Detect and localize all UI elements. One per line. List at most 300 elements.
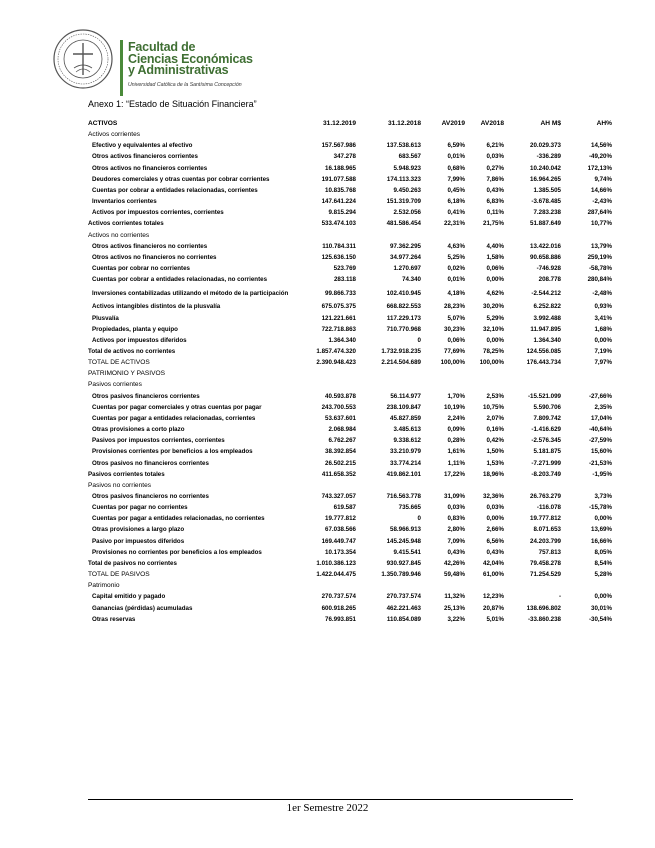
- row-label: Activos corrientes: [88, 131, 141, 139]
- av-2018: 4,40%: [486, 242, 504, 250]
- ah-percent: -58,78%: [588, 265, 612, 273]
- ah-percent: 287,64%: [587, 209, 612, 217]
- ah-amount: 208.778: [538, 276, 561, 284]
- table-row: [88, 301, 612, 312]
- ah-percent: 0,00%: [594, 515, 612, 523]
- row-label: Provisiones no corrientes por beneficios a los empleados: [92, 548, 262, 556]
- av-2018: 10,75%: [483, 403, 504, 411]
- value-2019: 533.474.103: [321, 220, 356, 228]
- ah-percent: 8,05%: [594, 548, 612, 556]
- ah-percent: -2,43%: [592, 198, 612, 206]
- row-label: Otros pasivos financieros no corrientes: [92, 493, 209, 500]
- value-2018: 151.319.709: [386, 198, 421, 206]
- table-row: [88, 547, 612, 558]
- av-2019: 0,68%: [447, 164, 465, 172]
- table-row: [88, 391, 612, 402]
- ah-amount: -3.678.485: [531, 198, 561, 206]
- value-2018: [356, 379, 421, 390]
- row-label: Pasivo por impuestos diferidos: [92, 537, 185, 545]
- value-2019: 169.449.747: [321, 537, 356, 545]
- value-2019: 743.327.057: [321, 493, 356, 500]
- av-2019: 6,59%: [447, 142, 465, 150]
- row-label: TOTAL DE PASIVOS: [88, 571, 150, 579]
- ah-percent: 0,93%: [594, 303, 612, 311]
- ah-percent: 10,77%: [591, 220, 612, 228]
- ah-percent: -27,66%: [588, 392, 612, 400]
- col-header-2018: 31.12.2018: [387, 120, 421, 127]
- value-2018: 137.538.613: [386, 142, 421, 150]
- ah-amount: 19.777.812: [530, 515, 561, 523]
- ah-percent: 5,28%: [594, 571, 612, 579]
- ah-amount: 51.887.649: [530, 220, 561, 228]
- av-2018: 6,21%: [486, 142, 504, 150]
- av-2019: 5,25%: [447, 253, 465, 261]
- value-2018: 1.732.918.235: [381, 347, 421, 355]
- ah-percent: 8,54%: [594, 559, 612, 567]
- av-2018: 5,29%: [486, 314, 504, 322]
- av-2019: [421, 480, 465, 491]
- row-label: Otras provisiones a largo plazo: [92, 526, 185, 534]
- row-label: Otros activos financieros corrientes: [92, 153, 198, 161]
- av-2019: 1,70%: [447, 392, 465, 400]
- value-2019: 76.993.851: [325, 615, 356, 623]
- row-label: Cuentas por cobrar a entidades relacionadas, no corrientes: [92, 276, 268, 284]
- ah-amount: 5.590.706: [533, 403, 561, 411]
- av-2019: 0,45%: [447, 186, 465, 194]
- av-2019: 6,18%: [447, 198, 465, 206]
- av-2019: 30,23%: [444, 325, 465, 333]
- col-header-ah-percent: AH%: [596, 120, 612, 127]
- ah-amount: -7.271.999: [531, 459, 561, 467]
- av-2018: 42,04%: [483, 559, 504, 567]
- av-2018: 32,36%: [483, 493, 504, 500]
- value-2019: 157.567.986: [321, 142, 356, 150]
- ah-amount: -15.521.099: [527, 392, 561, 400]
- av-2018: [465, 368, 504, 379]
- row-label: Pasivos corrientes totales: [88, 470, 165, 478]
- ah-amount: [504, 129, 561, 140]
- table-row: [88, 252, 612, 263]
- ah-amount: 71.254.529: [530, 571, 561, 579]
- av-2018: 1,58%: [486, 253, 504, 261]
- av-2018: 0,42%: [486, 437, 504, 445]
- ah-percent: 16,66%: [591, 537, 612, 545]
- value-2018: 9.338.612: [393, 437, 421, 445]
- av-2018: 7,86%: [486, 175, 504, 183]
- value-2018: [356, 580, 421, 591]
- value-2018: 238.109.847: [386, 403, 421, 411]
- row-label: Total de activos no corrientes: [88, 347, 176, 355]
- value-2019: 270.737.574: [321, 593, 356, 601]
- ah-percent: [561, 368, 612, 379]
- table-row: [88, 151, 612, 162]
- faculty-header: [52, 22, 312, 94]
- av-2018: 32,10%: [483, 325, 504, 333]
- av-2019: 59,48%: [444, 571, 465, 579]
- av-2019: 31,09%: [444, 493, 465, 500]
- av-2019: 100,00%: [440, 359, 465, 367]
- value-2018: 462.221.463: [386, 604, 421, 612]
- av-2018: 100,00%: [479, 359, 504, 367]
- row-label: Capital emitido y pagado: [92, 593, 166, 601]
- value-2019: 147.641.224: [321, 198, 356, 206]
- faculty-name: [128, 42, 253, 77]
- value-2019: 722.718.863: [321, 325, 356, 333]
- col-header-ah-amount: AH M$: [540, 120, 561, 127]
- av-2019: 2,80%: [447, 526, 465, 534]
- av-2018: 0,03%: [486, 153, 504, 161]
- table-row: [88, 185, 612, 196]
- value-2018: 481.586.454: [386, 220, 421, 228]
- ah-percent: 259,19%: [587, 253, 612, 261]
- col-header-av2018: AV2018: [480, 120, 504, 127]
- row-label: Otros pasivos financieros corrientes: [92, 392, 200, 400]
- av-2019: 42,26%: [444, 559, 465, 567]
- av-2019: [421, 368, 465, 379]
- ah-amount: 20.029.373: [530, 142, 561, 150]
- ah-percent: 15,60%: [591, 448, 612, 456]
- row-label: Activos por impuestos diferidos: [92, 336, 187, 344]
- value-2018: [356, 230, 421, 241]
- value-2019: 53.637.601: [325, 414, 356, 422]
- ah-amount: 7.809.742: [533, 414, 561, 422]
- ah-amount: [504, 368, 561, 379]
- av-2019: 0,09%: [447, 426, 465, 434]
- value-2018: 419.862.101: [386, 470, 421, 478]
- value-2019: [296, 368, 356, 379]
- value-2018: 0: [417, 336, 421, 344]
- ah-percent: 13,69%: [591, 526, 612, 534]
- row-label: Cuentas por pagar no corrientes: [92, 504, 188, 512]
- row-label: Pasivos por impuestos corrientes, corrientes: [92, 437, 225, 445]
- ah-amount: -33.860.238: [527, 615, 561, 623]
- value-2018: 9.415.541: [393, 548, 421, 556]
- av-2018: [465, 230, 504, 241]
- value-2019: 243.700.553: [321, 403, 356, 411]
- table-row: [88, 196, 612, 207]
- annex-title: Anexo 1: “Estado de Situación Financiera”: [88, 99, 257, 109]
- ah-amount: 5.181.875: [533, 448, 561, 456]
- value-2019: 16.188.965: [325, 164, 356, 172]
- av-2018: [465, 379, 504, 390]
- value-2018: 683.567: [398, 153, 421, 161]
- value-2019: 26.502.215: [325, 459, 356, 467]
- av-2018: 0,11%: [486, 209, 504, 217]
- table-row: [88, 435, 612, 446]
- faculty-line-3: y Administrativas: [128, 63, 229, 77]
- row-label: Otros pasivos no financieros corrientes: [92, 459, 209, 467]
- av-2019: 4,63%: [447, 242, 465, 250]
- av-2018: 0,27%: [486, 164, 504, 172]
- av-2019: 0,41%: [447, 209, 465, 217]
- value-2019: 347.278: [333, 153, 356, 161]
- av-2019: 17,22%: [444, 470, 465, 478]
- av-2018: 1,50%: [486, 448, 504, 456]
- footer-semester: 1er Semestre 2022: [286, 802, 369, 814]
- row-label: Propiedades, planta y equipo: [92, 325, 178, 333]
- ah-percent: 14,56%: [591, 142, 612, 150]
- ah-amount: -2.576.345: [531, 437, 561, 445]
- table-row: [88, 129, 612, 140]
- av-2018: 0,00%: [486, 515, 504, 523]
- ah-percent: -27,59%: [588, 437, 612, 445]
- av-2018: 18,96%: [483, 470, 504, 478]
- faculty-line-2: Ciencias Económicas: [128, 51, 253, 66]
- ah-amount: 3.992.488: [533, 314, 561, 322]
- value-2018: 668.822.553: [386, 303, 421, 311]
- row-label: Patrimonio: [88, 582, 120, 590]
- av-2019: 28,23%: [444, 303, 465, 311]
- value-2018: 1.270.697: [393, 265, 421, 273]
- value-2018: 45.827.859: [390, 414, 421, 422]
- table-row: [88, 402, 612, 413]
- ah-amount: 24.203.799: [530, 537, 561, 545]
- ah-amount: [504, 480, 561, 491]
- value-2018: 102.410.945: [386, 289, 421, 297]
- av-2018: [465, 480, 504, 491]
- av-2018: 21,75%: [483, 220, 504, 228]
- av-2019: 7,99%: [447, 175, 465, 183]
- av-2018: 12,23%: [483, 593, 504, 601]
- value-2018: 716.563.778: [386, 493, 421, 500]
- av-2018: 2,07%: [486, 414, 504, 422]
- row-label: Deudores comerciales y otras cuentas por cobrar corrientes: [92, 175, 270, 183]
- ah-percent: -2,48%: [592, 289, 612, 297]
- value-2018: 735.665: [398, 504, 421, 512]
- row-label: TOTAL DE ACTIVOS: [88, 359, 150, 367]
- row-label: Ganancias (pérdidas) acumuladas: [92, 604, 193, 612]
- av-2018: [465, 129, 504, 140]
- table-row: [88, 346, 612, 357]
- table-row: [88, 174, 612, 185]
- row-label: PATRIMONIO Y PASIVOS: [88, 370, 166, 378]
- row-label: Otros activos no financieros no corrientes: [92, 253, 217, 261]
- ah-percent: 0,00%: [594, 336, 612, 344]
- ah-amount: [504, 580, 561, 591]
- value-2018: 9.450.263: [393, 186, 421, 194]
- value-2019: 283.118: [333, 276, 356, 284]
- ah-amount: -8.203.749: [531, 470, 561, 478]
- table-row: [88, 491, 612, 502]
- value-2018: 0: [417, 515, 421, 523]
- ah-amount: 1.364.340: [533, 336, 561, 344]
- ah-amount: 124.556.085: [526, 347, 561, 355]
- value-2019: 619.587: [333, 504, 356, 512]
- table-row: [88, 446, 612, 457]
- av-2018: 0,03%: [486, 504, 504, 512]
- value-2019: [296, 480, 356, 491]
- ah-amount: -: [558, 593, 561, 601]
- ah-percent: 3,41%: [594, 314, 612, 322]
- value-2019: 10.173.354: [325, 548, 356, 556]
- table-row: [88, 313, 612, 324]
- value-2018: [356, 368, 421, 379]
- table-row: [88, 513, 612, 524]
- av-2019: 10,19%: [444, 403, 465, 411]
- ah-percent: [561, 580, 612, 591]
- table-row: [88, 140, 612, 151]
- ah-percent: -30,54%: [588, 615, 612, 623]
- row-label: Provisiones corrientes por beneficios a los empleados: [92, 448, 253, 456]
- row-label: Activos no corrientes: [88, 231, 150, 239]
- value-2018: 3.485.613: [393, 426, 421, 434]
- accent-bar: [120, 40, 123, 96]
- table-row: [88, 413, 612, 424]
- value-2018: 97.362.295: [390, 242, 421, 250]
- value-2019: 2.390.948.423: [316, 359, 356, 367]
- table-row: [88, 207, 612, 218]
- ah-percent: 14,66%: [591, 186, 612, 194]
- row-label: Total de pasivos no corrientes: [88, 559, 177, 567]
- col-header-2019: 31.12.2019: [322, 120, 356, 127]
- av-2019: 22,31%: [444, 220, 465, 228]
- row-label: Activos corrientes totales: [88, 220, 164, 228]
- value-2019: 675.075.375: [321, 303, 356, 311]
- av-2018: 2,53%: [486, 392, 504, 400]
- value-2018: [356, 480, 421, 491]
- row-label: Activos por impuestos corrientes, corrientes: [92, 209, 224, 217]
- ah-percent: [561, 480, 612, 491]
- value-2018: [356, 129, 421, 140]
- table-row: [88, 569, 612, 580]
- value-2019: 1.010.386.123: [316, 559, 356, 567]
- table-row: [88, 379, 612, 390]
- value-2019: 121.221.661: [321, 314, 356, 322]
- ah-percent: [561, 379, 612, 390]
- value-2018: 930.927.845: [386, 559, 421, 567]
- row-label: Pasivos no corrientes: [88, 481, 152, 489]
- table-row: [88, 335, 612, 346]
- av-2018: 0,06%: [486, 265, 504, 273]
- value-2018: 74.340: [402, 276, 421, 284]
- value-2019: 99.866.733: [325, 289, 356, 297]
- value-2019: [296, 230, 356, 241]
- av-2019: 25,13%: [444, 604, 465, 612]
- av-2018: 0,16%: [486, 426, 504, 434]
- ah-percent: -40,64%: [588, 426, 612, 434]
- ah-amount: 79.458.278: [530, 559, 561, 567]
- av-2018: 4,62%: [486, 289, 504, 297]
- value-2019: 110.784.311: [322, 242, 356, 250]
- av-2019: 0,28%: [447, 437, 465, 445]
- av-2019: 1,11%: [447, 459, 465, 467]
- value-2018: 34.977.264: [390, 253, 421, 261]
- ah-percent: 1,68%: [594, 325, 612, 333]
- value-2018: 58.966.913: [390, 526, 421, 534]
- ah-percent: 0,00%: [594, 593, 612, 601]
- av-2019: 0,01%: [447, 153, 465, 161]
- value-2019: 411.658.352: [321, 470, 356, 478]
- table-row: [88, 580, 612, 591]
- value-2019: 1.857.474.320: [316, 347, 356, 355]
- av-2019: [421, 580, 465, 591]
- table-header-row: [88, 118, 612, 129]
- ah-amount: 1.385.505: [533, 186, 561, 194]
- table-row: [88, 614, 612, 625]
- ah-amount: 7.283.238: [533, 209, 561, 217]
- av-2019: [421, 230, 465, 241]
- row-label: Plusvalía: [92, 314, 119, 322]
- av-2018: 30,20%: [483, 303, 504, 311]
- av-2018: 78,25%: [483, 347, 504, 355]
- ah-percent: -1,95%: [592, 470, 612, 478]
- value-2019: 10.835.768: [325, 186, 356, 194]
- av-2019: 0,02%: [447, 265, 465, 273]
- row-label: Otras reservas: [92, 615, 136, 623]
- row-label: Otras provisiones a corto plazo: [92, 426, 185, 434]
- value-2018: 1.350.789.946: [381, 571, 421, 579]
- table-row: [88, 274, 612, 285]
- av-2018: 6,56%: [486, 537, 504, 545]
- av-2018: 0,00%: [486, 276, 504, 284]
- value-2019: 6.762.267: [328, 437, 356, 445]
- ah-amount: 176.443.734: [526, 359, 561, 367]
- ah-percent: 13,79%: [591, 242, 612, 250]
- ah-amount: -2.544.212: [531, 289, 561, 297]
- av-2018: 0,43%: [486, 186, 504, 194]
- table-row: [88, 230, 612, 241]
- ah-percent: 17,04%: [591, 414, 612, 422]
- ah-percent: -49,20%: [588, 153, 612, 161]
- table-row: [88, 241, 612, 252]
- ah-percent: 7,97%: [594, 359, 612, 367]
- ah-amount: 6.252.822: [533, 303, 561, 311]
- av-2018: 0,00%: [486, 336, 504, 344]
- ah-percent: 2,35%: [594, 403, 612, 411]
- table-row: [88, 263, 612, 274]
- footer-divider: [88, 799, 573, 800]
- value-2019: 38.392.854: [325, 448, 356, 456]
- table-row: [88, 324, 612, 335]
- table-body: [88, 129, 612, 625]
- value-2018: 5.948.923: [393, 164, 421, 172]
- ah-amount: -1.416.629: [531, 426, 561, 434]
- table-row: [88, 368, 612, 379]
- av-2019: 0,06%: [447, 336, 465, 344]
- ah-amount: [504, 230, 561, 241]
- value-2018: 270.737.574: [386, 593, 421, 601]
- row-label: Cuentas por pagar comerciales y otras cuentas por pagar: [92, 403, 262, 411]
- faculty-line-1: Facultad de: [128, 40, 196, 54]
- value-2019: 1.364.340: [328, 336, 356, 344]
- value-2019: 9.815.294: [328, 209, 356, 217]
- av-2018: 61,00%: [483, 571, 504, 579]
- ah-amount: 26.763.279: [530, 493, 561, 500]
- value-2018: 145.245.948: [386, 537, 421, 545]
- av-2019: 0,83%: [447, 515, 465, 523]
- ah-percent: -21,53%: [588, 459, 612, 467]
- ah-amount: -336.289: [536, 153, 561, 161]
- av-2019: [421, 379, 465, 390]
- ah-percent: [561, 230, 612, 241]
- ah-amount: 90.658.886: [530, 253, 561, 261]
- av-2019: 0,43%: [447, 548, 465, 556]
- row-label: Pasivos corrientes: [88, 381, 142, 389]
- table-row: [88, 218, 612, 229]
- av-2019: 2,24%: [447, 414, 465, 422]
- table-row: [88, 603, 612, 614]
- value-2019: 191.077.588: [321, 175, 356, 183]
- av-2019: 0,03%: [447, 504, 465, 512]
- value-2018: 33.774.214: [390, 459, 421, 467]
- ah-percent: 9,74%: [594, 175, 612, 183]
- table-row: [88, 285, 612, 301]
- ah-amount: 138.696.802: [526, 604, 561, 612]
- value-2018: 33.210.979: [390, 448, 421, 456]
- financial-statement-table: [88, 118, 612, 625]
- value-2019: 19.777.812: [325, 515, 356, 523]
- row-label: Cuentas por cobrar a entidades relacionadas, corrientes: [92, 186, 258, 194]
